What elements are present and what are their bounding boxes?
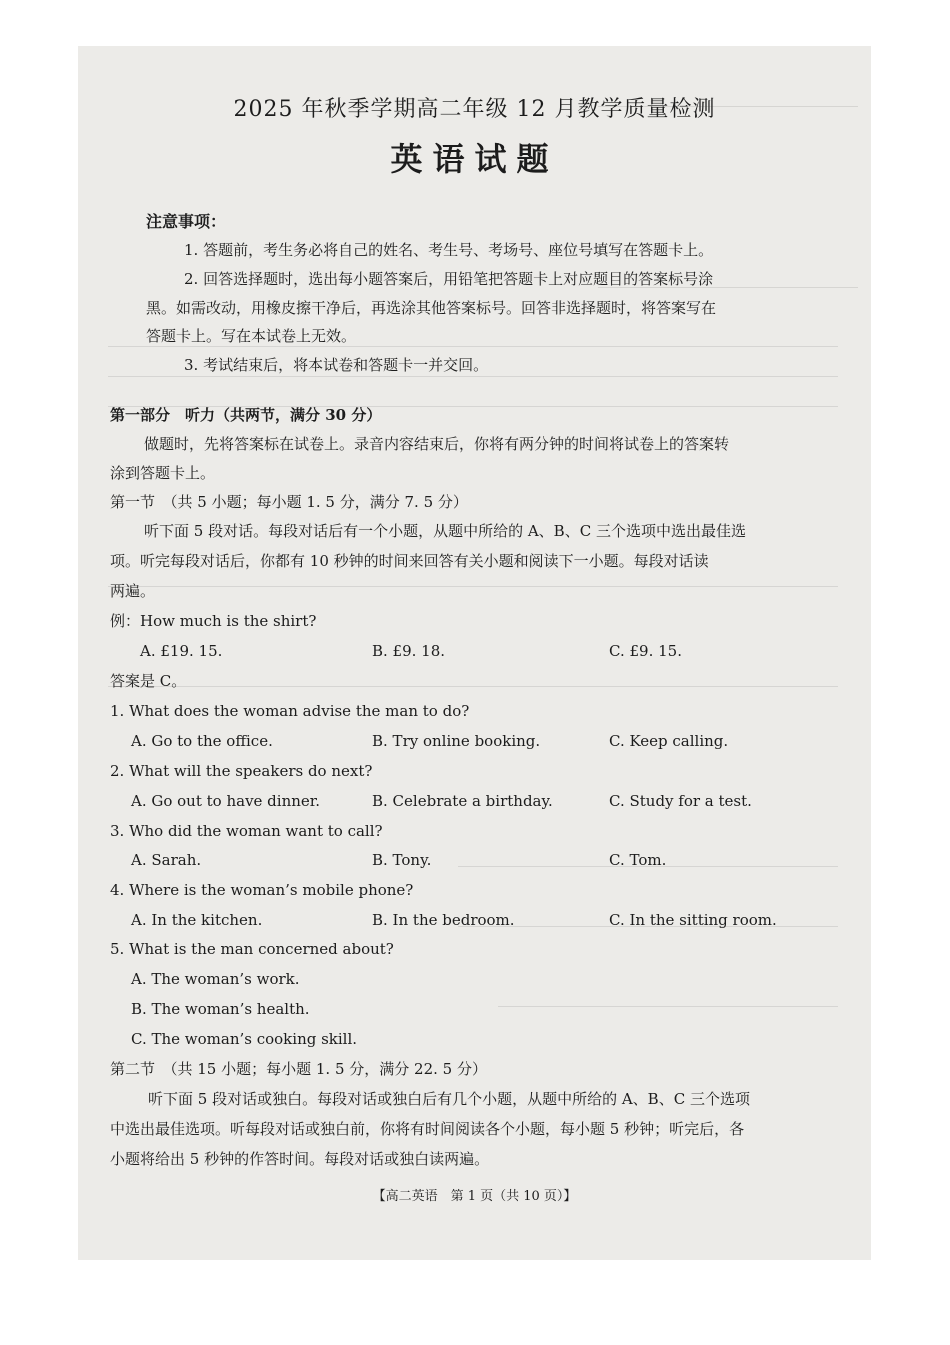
q3-option-a: A. Sarah. [131, 851, 202, 869]
q3-option-c: C. Tom. [609, 851, 667, 869]
q4-option-c: C. In the sitting room. [609, 911, 777, 929]
q2-option-a: A. Go out to have dinner. [131, 792, 321, 810]
notice-item-2-line1: 2. 回答选择题时，选出每小题答案后，用铅笔把答题卡上对应题目的答案标号涂 [184, 270, 714, 288]
page-footer: 【高二英语 第 1 页（共 10 页）】 [372, 1189, 577, 1204]
question-1: 1. What does the woman advise the man to do? [110, 702, 470, 720]
part1-intro-line1: 做题时，先将答案标在试卷上。录音内容结束后，你将有两分钟的时间将试卷上的答案转 [144, 435, 730, 453]
question-4: 4. Where is the woman’s mobile phone? [110, 881, 414, 899]
scanned-paper [78, 46, 871, 1260]
question-3: 3. Who did the woman want to call? [110, 822, 383, 840]
question-2: 2. What will the speakers do next? [110, 762, 373, 780]
section2-intro-line2: 中选出最佳选项。听每段对话或独白前，你将有时间阅读各个小题，每小题 5 秒钟；听完后，各 [110, 1120, 745, 1138]
notice-item-1: 1. 答题前，考生务必将自己的姓名、考生号、考场号、座位号填写在答题卡上。 [184, 241, 714, 259]
q4-option-a: A. In the kitchen. [131, 911, 263, 929]
example-option-c: C. £9. 15. [609, 642, 682, 660]
section2-intro-line3: 小题将给出 5 秒钟的作答时间。每段对话或独白读两遍。 [110, 1150, 490, 1168]
q1-option-b: B. Try online booking. [372, 732, 541, 750]
section1-intro-line3: 两遍。 [110, 582, 156, 600]
section2-heading: 第二节 （共 15 小题；每小题 1. 5 分，满分 22. 5 分） [110, 1060, 487, 1078]
example-option-b: B. £9. 18. [372, 642, 446, 660]
q5-option-c: C. The woman’s cooking skill. [131, 1030, 358, 1048]
q1-option-c: C. Keep calling. [609, 732, 729, 750]
example-question: 例：How much is the shirt? [110, 612, 317, 630]
section1-intro-line2: 项。听完每段对话后，你都有 10 秒钟的时间来回答有关小题和阅读下一小题。每段对话读 [110, 552, 709, 570]
notice-item-3: 3. 考试结束后，将本试卷和答题卡一并交回。 [184, 356, 489, 374]
question-5: 5. What is the man concerned about? [110, 940, 394, 958]
example-answer: 答案是 C。 [110, 672, 187, 690]
q2-option-b: B. Celebrate a birthday. [372, 792, 553, 810]
q5-option-b: B. The woman’s health. [131, 1000, 310, 1018]
section1-intro-line1: 听下面 5 段对话。每段对话后有一个小题，从题中所给的 A、B、C 三个选项中选出最佳选 [144, 522, 746, 540]
notice-heading: 注意事项： [146, 212, 227, 231]
q4-option-b: B. In the bedroom. [372, 911, 515, 929]
section2-intro-line1: 听下面 5 段对话或独白。每段对话或独白后有几个小题，从题中所给的 A、B、C 三个选项 [148, 1090, 750, 1108]
exam-title-subject: 英语试题 [390, 140, 559, 178]
exam-title-line1: 2025 年秋季学期高二年级 12 月教学质量检测 [233, 97, 716, 122]
part1-heading: 第一部分 听力（共两节，满分 30 分） [110, 406, 382, 424]
section1-heading: 第一节 （共 5 小题；每小题 1. 5 分，满分 7. 5 分） [110, 493, 468, 511]
example-option-a: A. £19. 15. [140, 642, 223, 660]
part1-intro-line2: 涂到答题卡上。 [110, 464, 216, 482]
notice-item-2-line2: 黑。如需改动，用橡皮擦干净后，再选涂其他答案标号。回答非选择题时，将答案写在 [146, 299, 717, 317]
notice-item-2-line3: 答题卡上。写在本试卷上无效。 [146, 327, 357, 345]
q1-option-a: A. Go to the office. [131, 732, 273, 750]
q3-option-b: B. Tony. [372, 851, 432, 869]
q2-option-c: C. Study for a test. [609, 792, 752, 810]
q5-option-a: A. The woman’s work. [131, 970, 300, 988]
